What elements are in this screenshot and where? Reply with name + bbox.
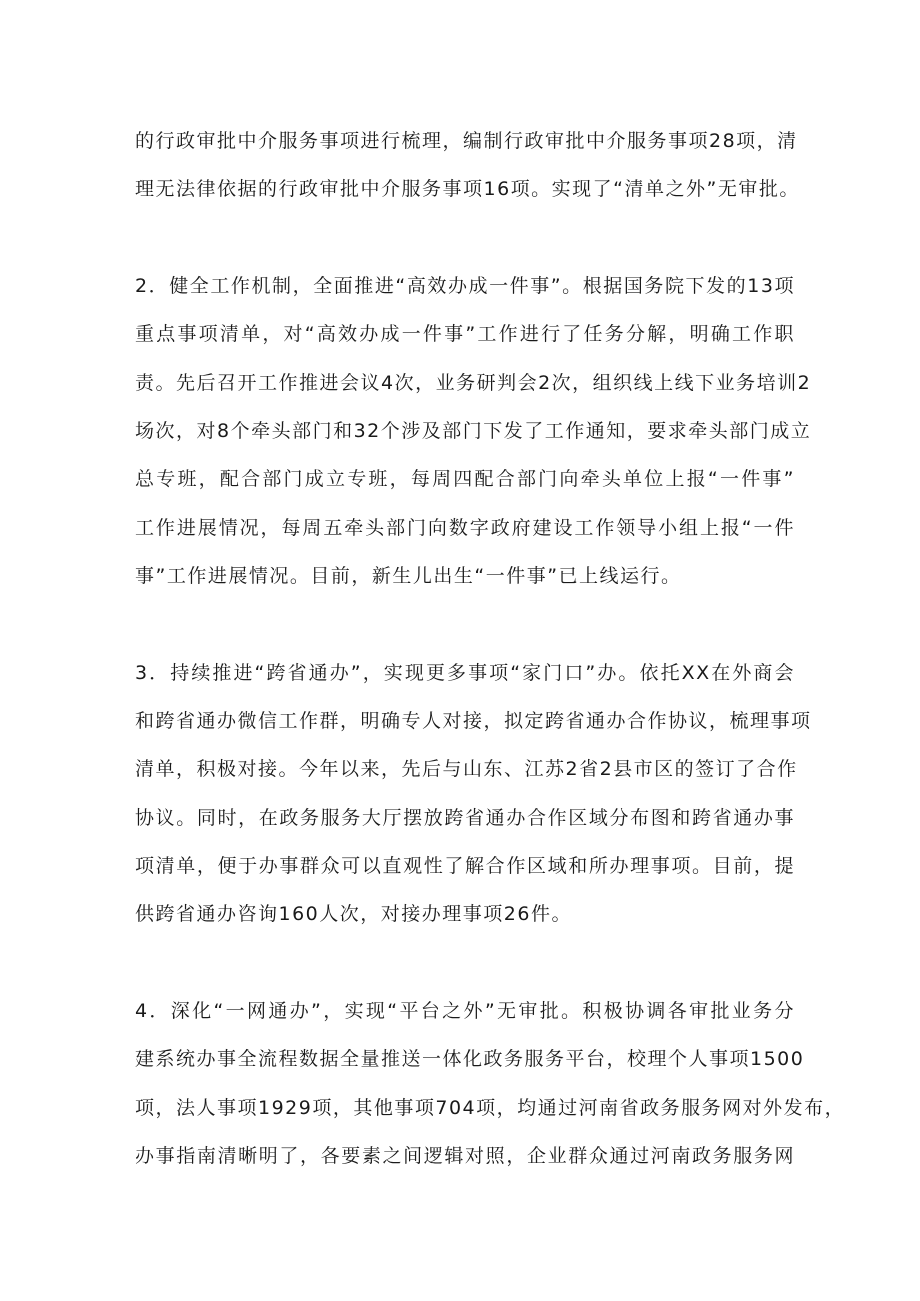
text-line: 4．深化“一网通办”，实现“平台之外”无审批。积极协调各审批业务分 bbox=[135, 1000, 795, 1022]
text-line: 理无法律依据的行政审批中介服务事项16项。实现了“清单之外”无审批。 bbox=[135, 178, 800, 200]
text-line: 建系统办事全流程数据全量推送一体化政务服务平台，校理个人事项1500 bbox=[135, 1048, 805, 1070]
text-line: 3．持续推进“跨省通办”，实现更多事项“家门口”办。依托XX在外商会 bbox=[135, 662, 795, 684]
text-line: 清单，积极对接。今年以来，先后与山东、江苏2省2县市区的签订了合作 bbox=[135, 758, 798, 780]
text-line: 场次，对8个牵头部门和32个涉及部门下发了工作通知，要求牵头部门成立 bbox=[135, 420, 812, 442]
text-line: 工作进展情况，每周五牵头部门向数字政府建设工作领导小组上报“一件 bbox=[135, 517, 795, 539]
text-line: 2．健全工作机制，全面推进“高效办成一件事”。根据国务院下发的13项 bbox=[135, 275, 795, 297]
text-line: 责。先后召开工作推进会议4次，业务研判会2次，组织线上线下业务培训2 bbox=[135, 372, 812, 394]
text-line: 项清单，便于办事群众可以直观性了解合作区域和所办理事项。目前，提 bbox=[135, 855, 795, 877]
text-line: 的行政审批中介服务事项进行梳理，编制行政审批中介服务事项28项，清 bbox=[135, 130, 798, 152]
text-line: 协议。同时，在政务服务大厅摆放跨省通办合作区域分布图和跨省通办事 bbox=[135, 807, 795, 829]
text-line: 供跨省通办咨询160人次，对接办理事项26件。 bbox=[135, 903, 572, 925]
text-line: 和跨省通办微信工作群，明确专人对接，拟定跨省通办合作协议，梳理事项 bbox=[135, 710, 812, 732]
text-line: 办事指南清晰明了，各要素之间逻辑对照，企业群众通过河南政务服务网 bbox=[135, 1145, 795, 1167]
text-line: 项，法人事项1929项，其他事项704项，均通过河南省政务服务网对外发布， bbox=[135, 1097, 846, 1119]
text-line: 事”工作进展情况。目前，新生儿出生“一件事”已上线运行。 bbox=[135, 565, 682, 587]
text-line: 重点事项清单，对“高效办成一件事”工作进行了任务分解，明确工作职 bbox=[135, 323, 795, 345]
text-line: 总专班，配合部门成立专班，每周四配合部门向牵头单位上报“一件事” bbox=[135, 468, 795, 490]
